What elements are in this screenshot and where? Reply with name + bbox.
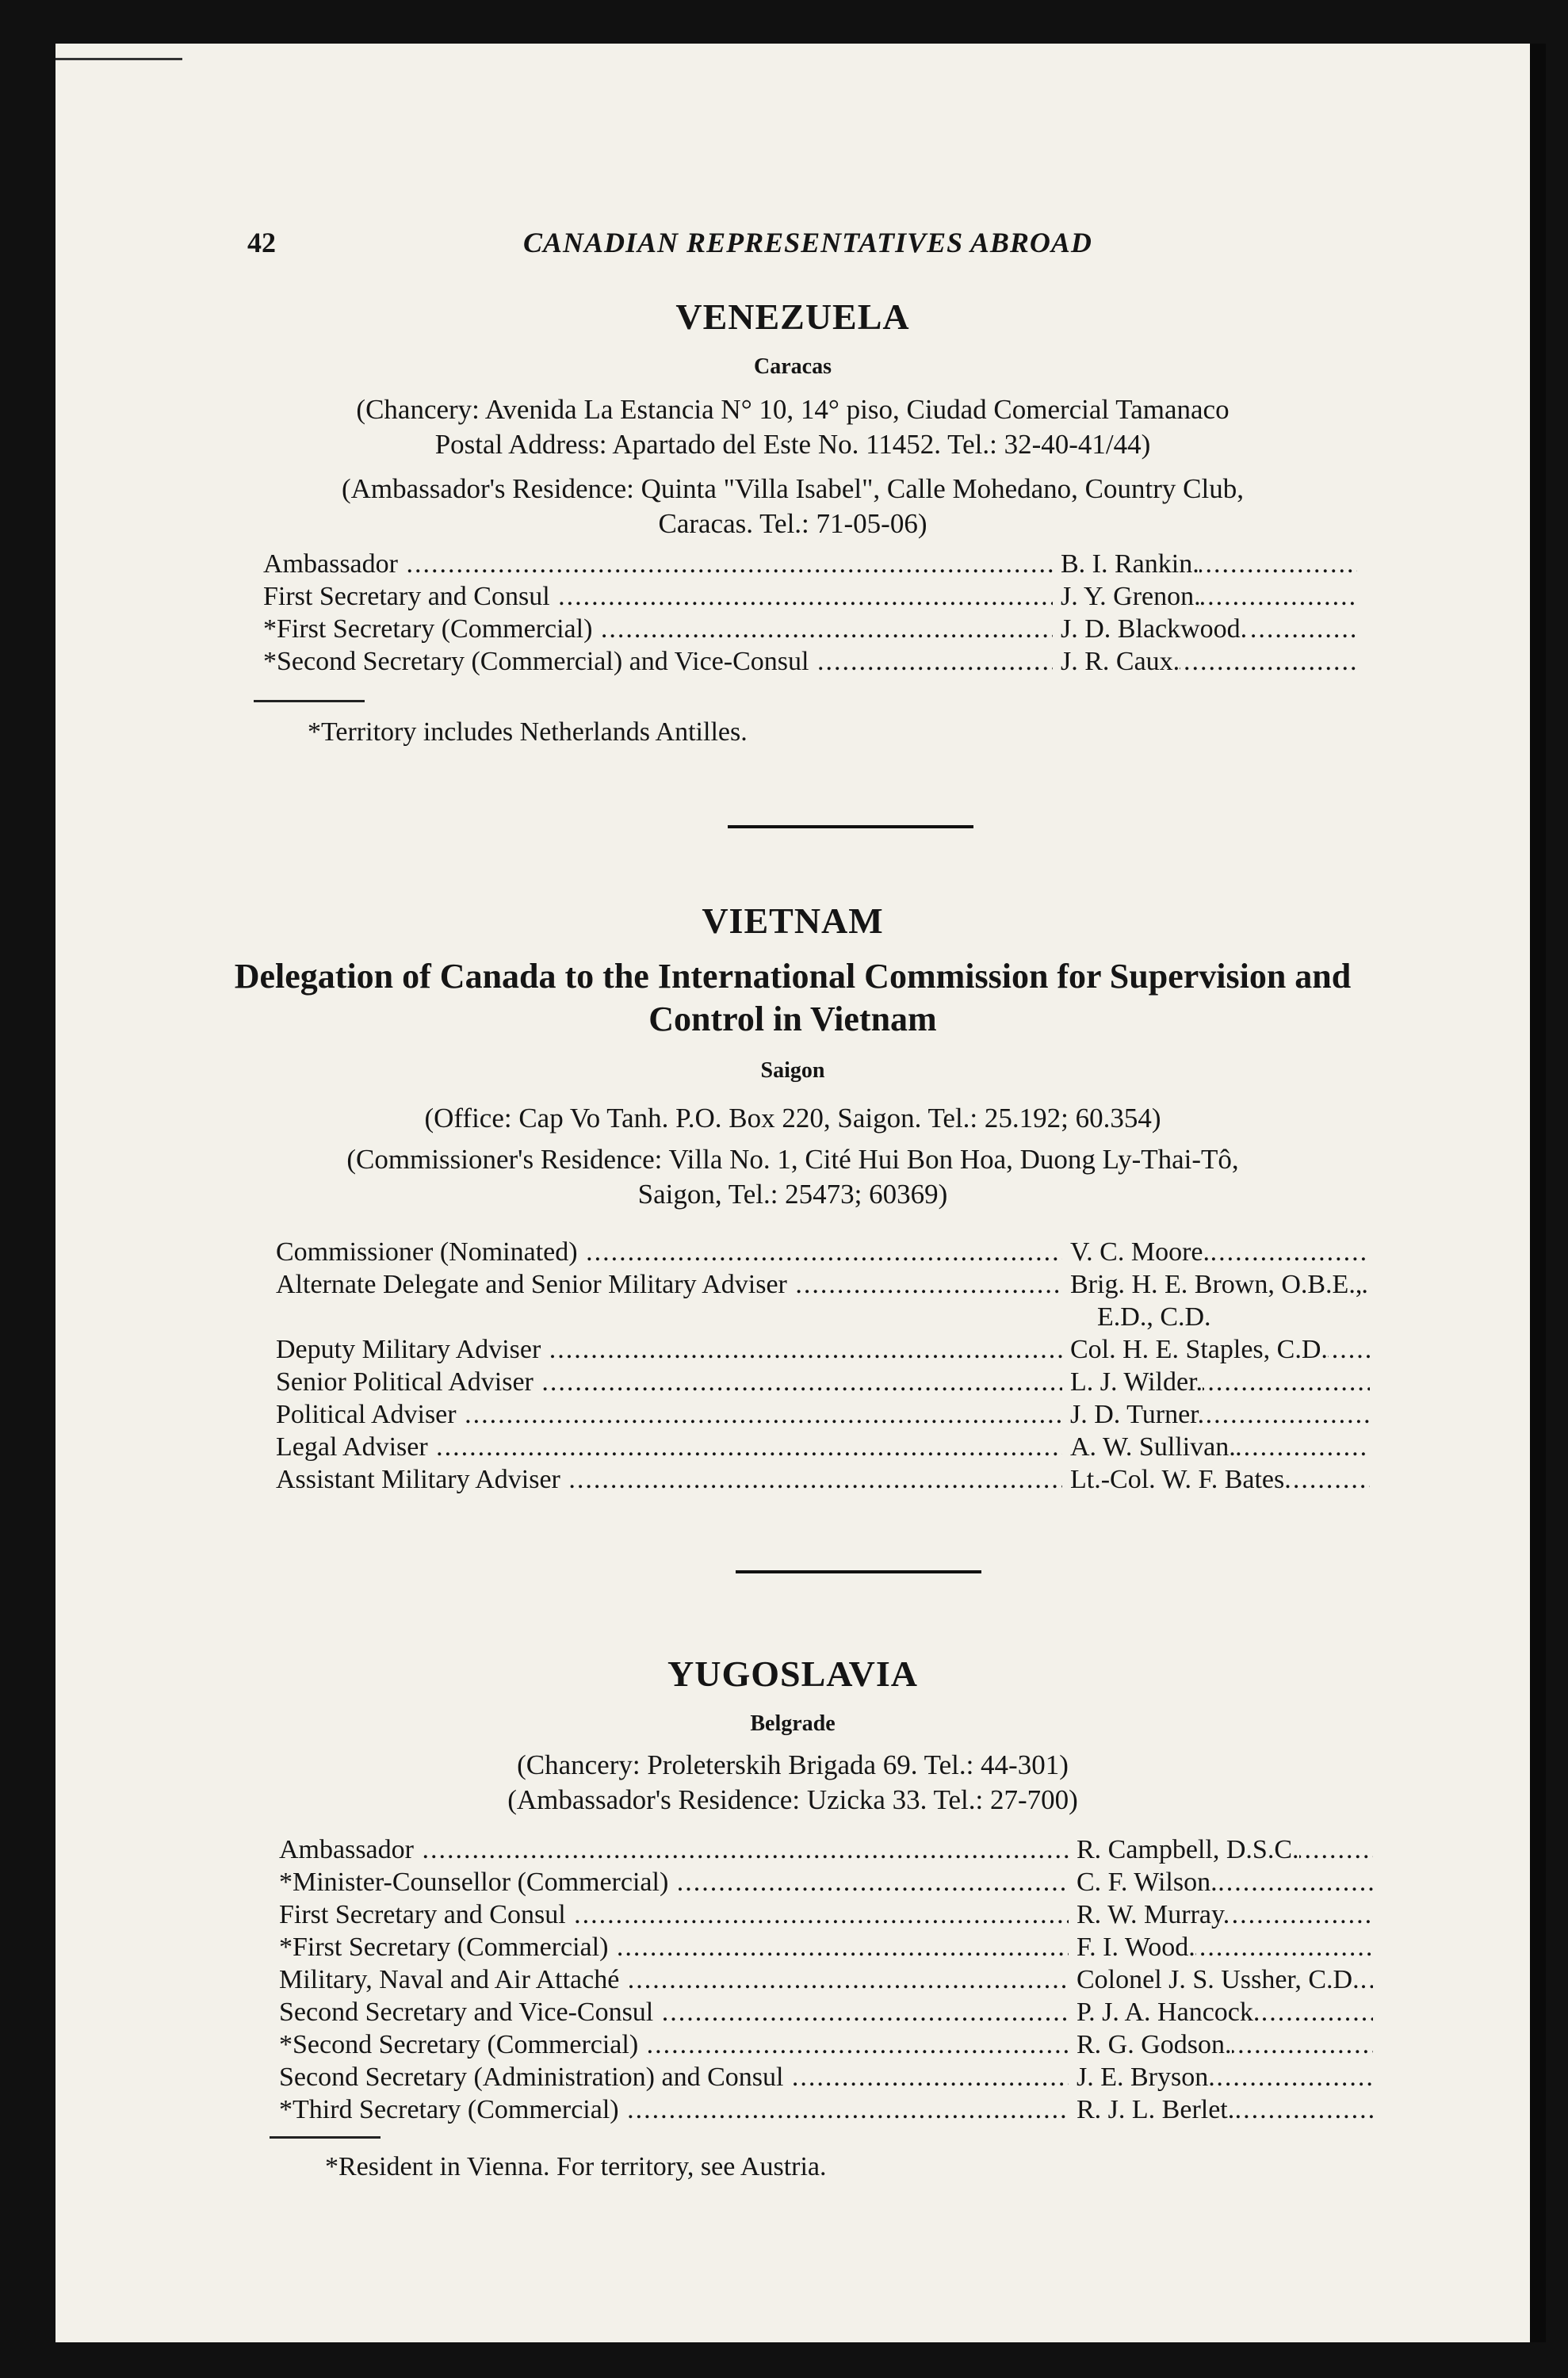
staff-title: Military, Naval and Air Attaché ..... (279, 1965, 1373, 1995)
staff-row (276, 1400, 1370, 1432)
staff-row (279, 1868, 1373, 1900)
section-separator (728, 825, 973, 828)
staff-row (279, 1965, 1373, 1998)
staff-name: P. J. A. Hancock. (1069, 1998, 1260, 2028)
staff-name: B. I. Rankin. (1053, 549, 1199, 579)
top-rule (55, 58, 182, 60)
address-line: Postal Address: Apartado del Este No. 11452. Tel.: 32-40-41/44) (434, 429, 1151, 460)
address-block-venezuela (55, 392, 1530, 541)
staff-title: Second Secretary and Vice-Consul ..... (279, 1998, 1373, 2028)
staff-title: *Second Secretary (Commercial) and Vice-Consul ..... (263, 647, 1357, 677)
document-page (55, 44, 1530, 2342)
city-belgrade: Belgrade (750, 1711, 836, 1736)
staff-name: J. R. Caux. (1053, 647, 1180, 677)
staff-title: Senior Political Adviser ..... (276, 1367, 1370, 1397)
address-line: (Chancery: Avenida La Estancia N° 10, 14° piso, Ciudad Comercial Tamanaco (356, 394, 1230, 425)
staff-row (263, 647, 1357, 679)
staff-row (279, 1933, 1373, 1965)
staff-row (276, 1367, 1370, 1400)
address-line: (Ambassador's Residence: Quinta "Villa Isabel", Calle Mohedano, Country Club, (342, 473, 1244, 504)
scan-right-border (1530, 44, 1546, 2342)
staff-name: V. C. Moore. (1062, 1237, 1210, 1267)
staff-row (263, 614, 1357, 647)
staff-title: *First Secretary (Commercial) ..... (279, 1933, 1373, 1963)
staff-title: First Secretary and Consul ..... (279, 1900, 1373, 1930)
staff-title: Second Secretary (Administration) and Consul ..... (279, 2063, 1373, 2093)
staff-title: Legal Adviser ..... (276, 1432, 1370, 1462)
staff-name: R. Campbell, D.S.C. (1069, 1835, 1299, 1865)
staff-name: F. I. Wood. (1069, 1933, 1195, 1963)
staff-title: *Third Secretary (Commercial) ..... (279, 2095, 1373, 2125)
footnote-venezuela: *Territory includes Netherlands Antilles. (308, 717, 748, 747)
page-header (55, 226, 1530, 281)
staff-name: R. W. Murray. (1069, 1900, 1230, 1930)
staff-title: *First Secretary (Commercial) ..... (263, 614, 1357, 644)
staff-title: First Secretary and Consul ..... (263, 582, 1357, 612)
address-line: Saigon, Tel.: 25473; 60369) (637, 1179, 948, 1210)
staff-title: *Minister-Counsellor (Commercial) ..... (279, 1868, 1373, 1898)
address-line: Caracas. Tel.: 71-05-06) (658, 508, 927, 539)
staff-name: Colonel J. S. Ussher, C.D. (1069, 1965, 1360, 1995)
staff-row (276, 1237, 1370, 1270)
staff-row (279, 1835, 1373, 1868)
staff-row (276, 1465, 1370, 1497)
staff-row (279, 2095, 1373, 2128)
staff-name: L. J. Wilder. (1062, 1367, 1203, 1397)
staff-name: J. E. Bryson. (1069, 2063, 1215, 2093)
staff-row (279, 1998, 1373, 2030)
footnote-rule (270, 2136, 381, 2139)
staff-name: J. D. Turner. (1062, 1400, 1204, 1430)
staff-name-continued: E.D., C.D. (1097, 1302, 1211, 1332)
staff-row (276, 1270, 1370, 1335)
staff-title: Deputy Military Adviser ..... (276, 1335, 1370, 1365)
address-block-yugoslavia (55, 1748, 1530, 1818)
staff-title: *Second Secretary (Commercial) ..... (279, 2030, 1373, 2060)
staff-title: Ambassador ..... (263, 549, 1357, 579)
delegation-heading (55, 955, 1530, 1041)
staff-title: Assistant Military Adviser ..... (276, 1465, 1370, 1495)
staff-row (263, 549, 1357, 582)
staff-row (279, 2063, 1373, 2095)
staff-name: A. W. Sullivan. (1062, 1432, 1236, 1462)
staff-list-vietnam (276, 1237, 1370, 1497)
staff-name: Brig. H. E. Brown, O.B.E., (1062, 1270, 1362, 1300)
footnote-rule (254, 700, 365, 702)
staff-title: Commissioner (Nominated) ..... (276, 1237, 1370, 1267)
staff-list-yugoslavia (279, 1835, 1373, 2128)
staff-name: Lt.-Col. W. F. Bates. (1062, 1465, 1291, 1495)
footnote-yugoslavia: *Resident in Vienna. For territory, see Austria. (325, 2152, 827, 2181)
staff-title: Alternate Delegate and Senior Military Adviser ..... (276, 1270, 1370, 1300)
staff-name: Col. H. E. Staples, C.D. (1062, 1335, 1328, 1365)
staff-row (276, 1335, 1370, 1367)
delegation-line: Delegation of Canada to the International Commission for Supervision and (234, 957, 1352, 996)
city-saigon: Saigon (760, 1058, 825, 1083)
staff-name: R. J. L. Berlet. (1069, 2095, 1234, 2125)
staff-title: Ambassador ..... (279, 1835, 1373, 1865)
staff-row (279, 1900, 1373, 1933)
city-caracas: Caracas (754, 354, 832, 379)
address-line: (Office: Cap Vo Tanh. P.O. Box 220, Saigon. Tel.: 25.192; 60.354) (424, 1103, 1161, 1134)
country-heading-vietnam: VIETNAM (702, 900, 884, 941)
staff-row (263, 582, 1357, 614)
staff-name: J. D. Blackwood. (1053, 614, 1247, 644)
page-number: 42 (247, 227, 276, 258)
staff-name: R. G. Godson. (1069, 2030, 1232, 2060)
section-separator (736, 1570, 981, 1573)
address-block-vietnam (55, 1101, 1530, 1212)
address-line: (Ambassador's Residence: Uzicka 33. Tel.: 27-700) (507, 1784, 1078, 1815)
staff-name: J. Y. Grenon. (1053, 582, 1201, 612)
staff-row (279, 2030, 1373, 2063)
delegation-line: Control in Vietnam (648, 1000, 937, 1038)
country-heading-yugoslavia: YUGOSLAVIA (667, 1654, 918, 1694)
address-line: (Chancery: Proleterskih Brigada 69. Tel.: 44-301) (517, 1749, 1069, 1780)
staff-title: Political Adviser ..... (276, 1400, 1370, 1430)
staff-list-venezuela (263, 549, 1357, 679)
staff-name: C. F. Wilson. (1069, 1868, 1218, 1898)
running-title: CANADIAN REPRESENTATIVES ABROAD (523, 227, 1092, 258)
address-line: (Commissioner's Residence: Villa No. 1, Cité Hui Bon Hoa, Duong Ly-Thai-Tô, (346, 1144, 1239, 1175)
staff-row (276, 1432, 1370, 1465)
country-heading-venezuela: VENEZUELA (675, 296, 910, 337)
